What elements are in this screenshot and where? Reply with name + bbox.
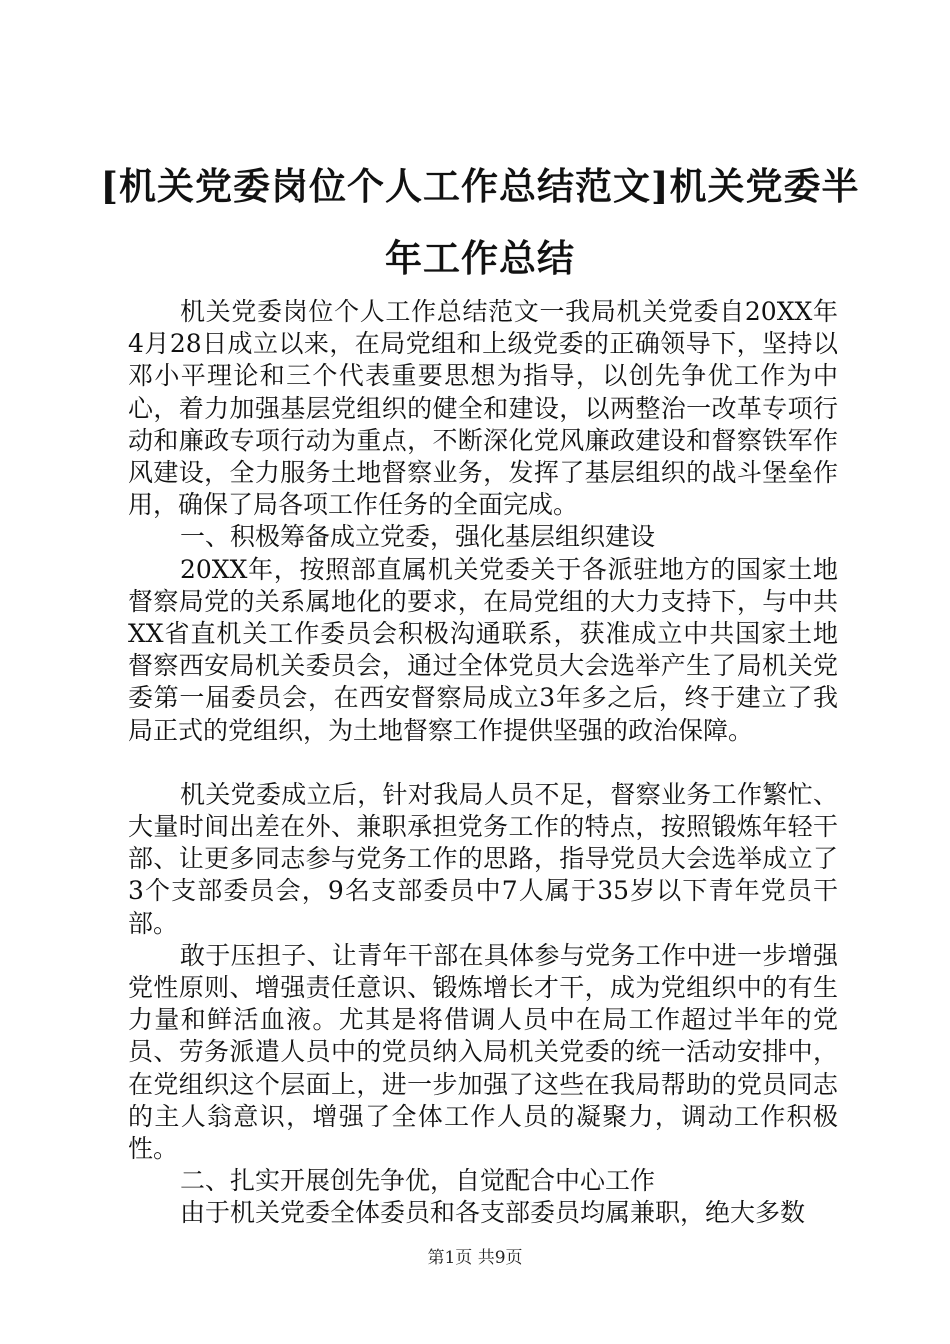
paragraph-section-1: 20XX年，按照部直属机关党委关于各派驻地方的国家土地督察局党的关系属地化的要求，在局党组的大力支持下，与中共XX省直机关工作委员会积极沟通联系，获准成立中共国家土地督察西安局机关委员会，通过全体党员大会选举产生了局机关党委第一届委员会，在西安督察局成立3年多之后，终于建立了我局正式的党组织，为土地督察工作提供坚强的政治保障。	[128, 554, 838, 745]
section-heading-2: 二、扎实开展创先争优，自觉配合中心工作	[180, 1166, 656, 1196]
paragraph-intro: 机关党委岗位个人工作总结范文一我局机关党委自20XX年4月28日成立以来，在局党组和上级党委的正确领导下，坚持以邓小平理论和三个代表重要思想为指导，以创先争优工作为中心，着力加强基层党组织的健全和建设，以两整治一改革专项行动和廉政专项行动为重点，不断深化党风廉政建设和督察铁军作风建设，全力服务土地督察业务，发挥了基层组织的战斗堡垒作用，确保了局各项工作任务的全面完成。	[128, 297, 838, 520]
document-body	[128, 296, 838, 1230]
paragraph-branch-committees: 机关党委成立后，针对我局人员不足，督察业务工作繁忙、大量时间出差在外、兼职承担党务工作的特点，按照锻炼年轻干部、让更多同志参与党务工作的思路，指导党员大会选举成立了3个支部委员会，9名支部委员中7人属于35岁以下青年党员干部。	[128, 779, 838, 938]
document-title: [机关党委岗位个人工作总结范文]机关党委半年工作总结	[100, 164, 860, 280]
paragraph-section-2: 由于机关党委全体委员和各支部委员均属兼职，绝大多数	[180, 1198, 806, 1228]
section-heading-1: 一、积极筹备成立党委，强化基层组织建设	[180, 522, 656, 552]
page-number-footer: 第1页 共9页	[427, 1248, 523, 1268]
paragraph-young-cadres: 敢于压担子、让青年干部在具体参与党务工作中进一步增强党性原则、增强责任意识、锻炼增长才干，成为党组织中的有生力量和鲜活血液。尤其是将借调人员中在局工作超过半年的党员、劳务派遣人员中的党员纳入局机关党委的统一活动安排中，在党组织这个层面上，进一步加强了这些在我局帮助的党员同志的主人翁意识，增强了全体工作人员的凝聚力，调动工作积极性。	[128, 940, 838, 1164]
